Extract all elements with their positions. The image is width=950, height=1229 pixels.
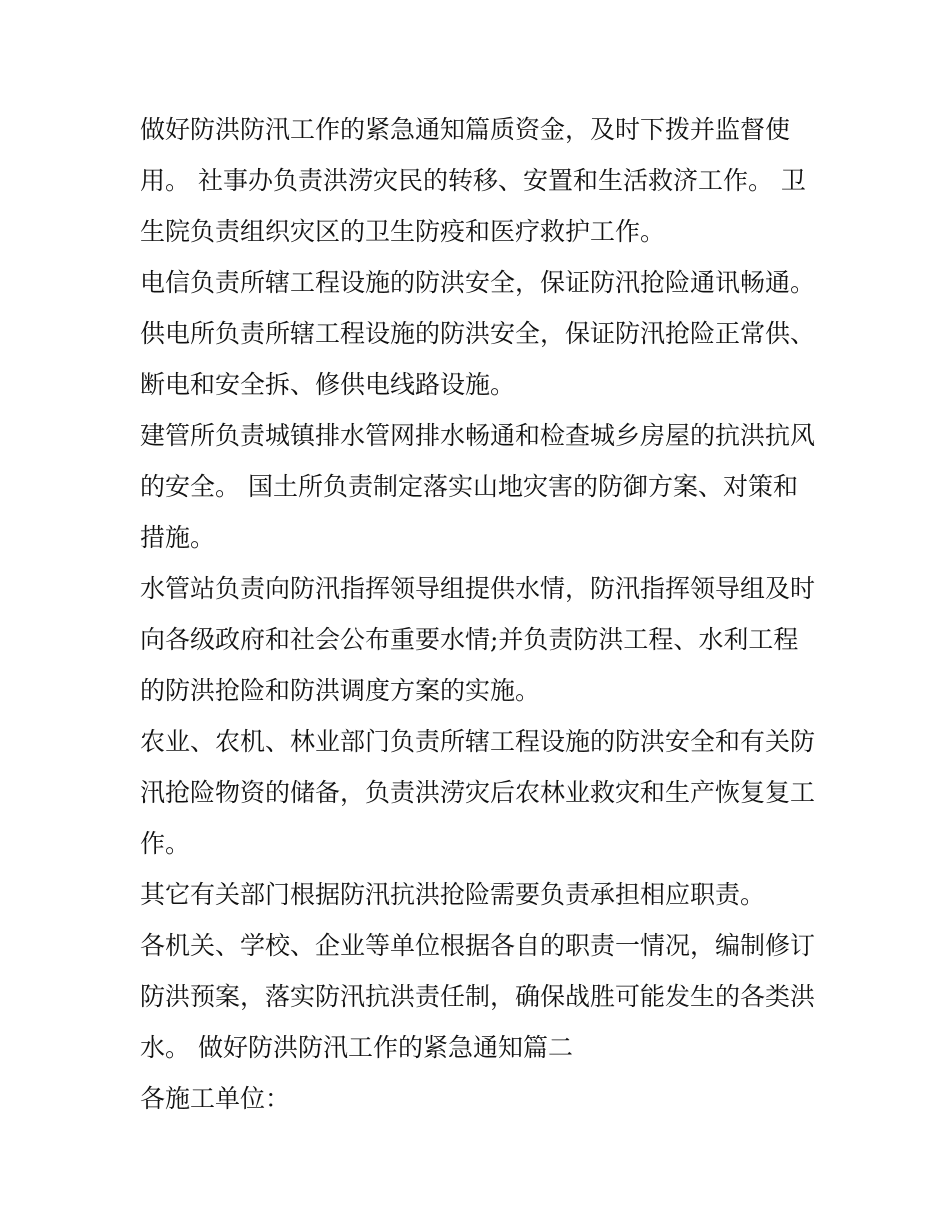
paragraph-4: 建管所负责城镇排水管网排水畅通和检查城乡房屋的抗洪抗风的安全。 国土所负责制定落实山地灾害的防御方案、对策和措施。: [140, 421, 816, 552]
paragraph-2: 电信负责所辖工程设施的防洪安全，保证防汛抢险通讯畅通。: [140, 268, 816, 297]
paragraph-1: 做好防洪防汛工作的紧急通知篇质资金，及时下拨并监督使用。 社事办负责洪涝灾民的转移、安置和生活救济工作。 卫生院负责组织灾区的卫生防疫和医疗救护工作。: [140, 115, 806, 246]
paragraph-8: 各机关、学校、企业等单位根据各自的职责一情况，编制修订防洪预案，落实防汛抗洪责任制，确保战胜可能发生的各类洪水。 做好防洪防汛工作的紧急通知篇二: [140, 931, 816, 1062]
paragraph-7: 其它有关部门根据防汛抗洪抢险需要负责承担相应职责。: [140, 880, 766, 909]
paragraph-6: 农业、农机、林业部门负责所辖工程设施的防洪安全和有关防汛抢险物资的储备，负责洪涝灾后农林业救灾和生产恢复复工作。: [140, 727, 816, 858]
document-body: [140, 104, 820, 1124]
paragraph-9: 各施工单位：: [140, 1084, 291, 1113]
paragraph-5: 水管站负责向防汛指挥领导组提供水情，防汛指挥领导组及时向各级政府和社会公布重要水情;并负责防洪工程、水利工程的防洪抢险和防洪调度方案的实施。: [140, 574, 816, 705]
paragraph-3: 供电所负责所辖工程设施的防洪安全，保证防汛抢险正常供、断电和安全拆、修供电线路设施。: [140, 319, 816, 399]
